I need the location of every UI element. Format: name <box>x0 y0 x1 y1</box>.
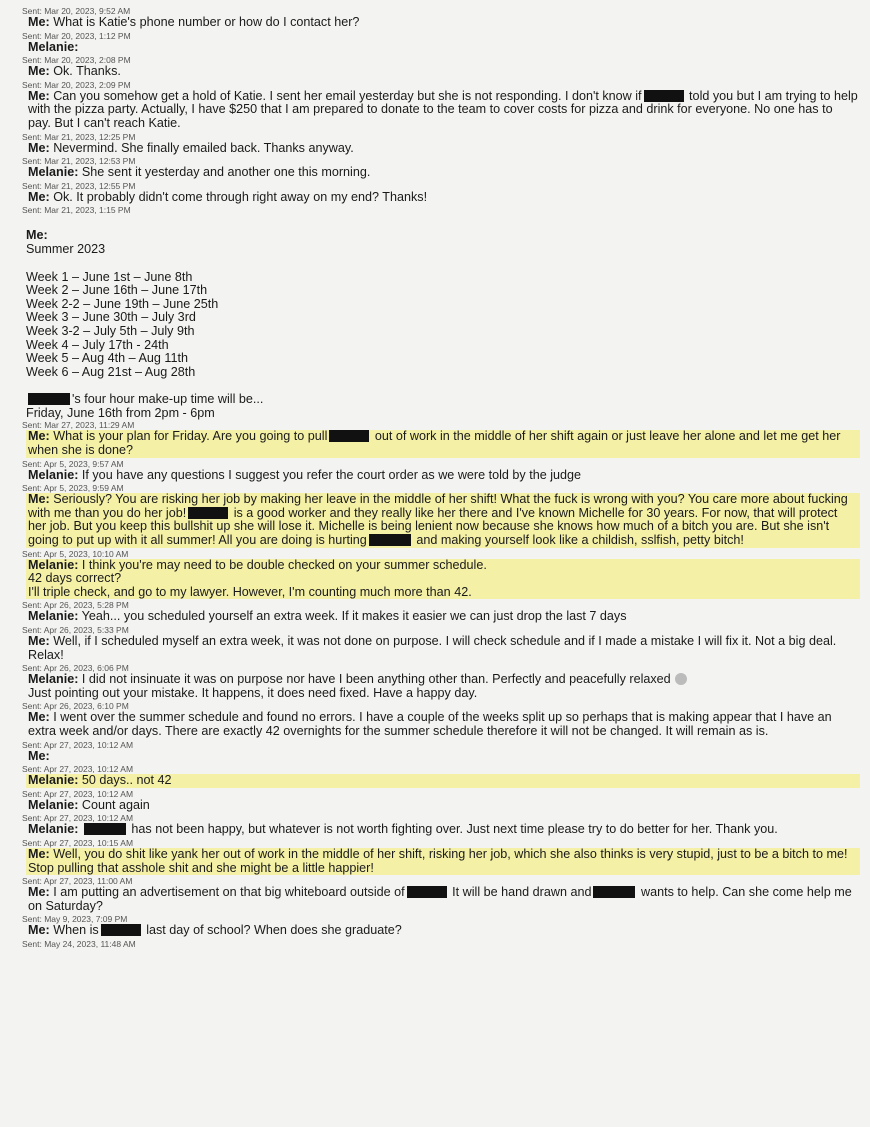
message <box>26 559 860 600</box>
redaction-bar <box>644 90 684 102</box>
message <box>26 142 860 156</box>
sent-timestamp: Sent: Apr 27, 2023, 11:00 AM <box>22 876 133 887</box>
sent-timestamp: Sent: Mar 20, 2023, 1:12 PM <box>22 30 131 41</box>
redaction-bar <box>101 924 141 936</box>
message-sender: Me: <box>28 923 50 938</box>
makeup-note <box>26 393 860 407</box>
message <box>26 711 860 738</box>
message <box>26 90 860 131</box>
sent-timestamp: Sent: Apr 26, 2023, 5:33 PM <box>22 625 129 635</box>
message-text: I went over the summer schedule and found no errors. I have a couple of the weeks split up so perhaps that is making appear that I have an extra week and/or days. There are exactly 42 overnights for the summer schedule therefore it will not be changed. It will remain as is. <box>28 710 832 738</box>
schedule-week: Week 5 – Aug 4th – Aug 11th <box>26 351 188 366</box>
schedule-week: Week 6 – Aug 21st – Aug 28th <box>26 364 196 379</box>
message <box>26 191 860 205</box>
message-sender: Melanie: <box>28 672 79 687</box>
message-text: Count again <box>81 797 150 812</box>
message <box>26 41 860 55</box>
redaction-bar <box>28 393 70 405</box>
redaction-bar <box>369 534 411 546</box>
message-sender: Me: <box>28 846 50 861</box>
message <box>26 848 860 875</box>
message-sender: Melanie: <box>28 609 79 624</box>
sent-timestamp: Sent: Apr 27, 2023, 10:12 AM <box>22 764 134 775</box>
sent-timestamp: Sent: Mar 21, 2023, 1:15 PM <box>22 205 131 216</box>
message-text: She sent it yesterday and another one this morning. <box>81 165 371 180</box>
message-text: I did not insinuate it was on purpose nor have I been anything other than. Perfectly and peacefully relaxed <box>81 672 671 687</box>
message-sender: Me: <box>28 748 50 763</box>
message-text: It will be hand drawn and <box>448 885 592 900</box>
message-text: Well, you do shit like yank her out of work in the middle of her shift, risking her job, which she also thinks is very stupid, just to be a bitch to me! Stop pulling that asshole shit and she might be a little happier! <box>28 846 848 875</box>
sent-timestamp: Sent: Apr 27, 2023, 10:12 AM <box>22 788 134 799</box>
message-log-part-1 <box>22 6 860 215</box>
redaction-bar <box>329 430 369 442</box>
sent-timestamp: Sent: Apr 5, 2023, 9:59 AM <box>22 483 124 494</box>
schedule-week: Week 4 – July 17th - 24th <box>26 337 169 352</box>
message-text: If you have any questions I suggest you refer the court order as we were told by the judge <box>81 467 582 482</box>
sent-timestamp: Sent: Mar 21, 2023, 12:55 PM <box>22 180 136 191</box>
message-sender: Melanie: <box>28 797 79 812</box>
redaction-bar <box>84 823 126 835</box>
message <box>26 673 860 700</box>
message-text: is a good worker and they really like her there and I've known Michelle for 30 years. For now, that will protect her job. But you keep this bullshit up she will lose it. Michelle is being lenient now because she knows how much of a bitch you are. But she isn't going to put up with it all summer! All you are doing is hurting <box>28 505 838 548</box>
schedule-week: Week 2 – June 16th – June 17th <box>26 283 208 298</box>
schedule-title: Summer 2023 <box>26 241 106 256</box>
schedule-week: Week 1 – June 1st – June 8th <box>26 269 193 284</box>
message-log-part-2 <box>22 420 860 948</box>
message-text: out of work in the middle of her shift again or just leave her alone and let me get her when she is done? <box>28 429 841 458</box>
message-line: 42 days correct? <box>28 571 122 586</box>
message-sender: Me: <box>28 885 50 900</box>
message-sender: Melanie: <box>28 822 79 837</box>
schedule-week: Week 3-2 – July 5th – July 9th <box>26 323 195 338</box>
sent-timestamp: Sent: May 9, 2023, 7:09 PM <box>22 914 128 925</box>
message-text: Yeah... you scheduled yourself an extra week. If it makes it easier we can just drop the last 7 days <box>81 609 627 624</box>
schedule-week: Week 3 – June 30th – July 3rd <box>26 310 196 325</box>
message-text: I am putting an advertisement on that big whiteboard outside of <box>53 885 405 900</box>
message <box>26 65 860 79</box>
schedule-weeks <box>26 271 860 380</box>
message-sender: Me: <box>28 492 50 507</box>
sent-timestamp: Sent: Mar 20, 2023, 2:09 PM <box>22 79 131 90</box>
sent-timestamp: Sent: Mar 21, 2023, 12:25 PM <box>22 131 136 142</box>
message <box>26 166 860 180</box>
message-text: Ok. It probably didn't come through right away on my end? Thanks! <box>53 189 428 204</box>
sent-timestamp: Sent: Apr 27, 2023, 10:12 AM <box>22 739 134 750</box>
message <box>26 493 860 547</box>
schedule-speaker: Me: <box>26 228 48 243</box>
message-sender: Melanie: <box>28 165 79 180</box>
sent-timestamp: Sent: Apr 26, 2023, 5:28 PM <box>22 600 129 611</box>
message-text: Well, if I scheduled myself an extra week, it was not done on purpose. I will check schedule and if I made a mistake I will fix it. Not a big deal. Relax! <box>28 634 837 662</box>
message-text: and making yourself look like a childish, sslfish, petty bitch! <box>412 533 744 548</box>
message-sender: Me: <box>28 634 50 648</box>
message-sender: Me: <box>28 88 50 103</box>
sent-timestamp: Sent: Mar 20, 2023, 2:08 PM <box>22 55 131 66</box>
message-sender: Melanie: <box>28 39 79 54</box>
message <box>26 610 860 624</box>
makeup-date: Friday, June 16th from 2pm - 6pm <box>26 405 215 420</box>
message <box>26 750 860 764</box>
sent-timestamp: Sent: Apr 5, 2023, 9:57 AM <box>22 458 124 469</box>
redaction-bar <box>407 886 447 898</box>
message-text: Seriously? You are risking her job by making her leave in the middle of her shift! What the fuck is wrong with you? You care more about fucking with me than you do her job! <box>28 492 848 520</box>
message-text: Nevermind. She finally emailed back. Thanks anyway. <box>53 140 354 155</box>
message-text: told you but I am trying to help with the pizza party. Actually, I have $250 that I am prepared to donate to the team to cover costs for pizza and drink for everyone. No one has to pay. But I can't reach Katie. <box>28 88 858 130</box>
message-line: I'll triple check, and go to my lawyer. However, I'm counting much more than 42. <box>28 584 472 599</box>
redaction-bar <box>188 507 228 519</box>
message-text: wants to help. Can she come help me on Saturday? <box>28 885 852 913</box>
message-sender: Me: <box>28 429 50 444</box>
sent-timestamp: Sent: Apr 5, 2023, 10:10 AM <box>22 548 129 559</box>
redaction-bar <box>593 886 635 898</box>
message <box>26 635 860 662</box>
sent-timestamp: Sent: May 24, 2023, 11:48 AM <box>22 938 136 949</box>
message-text: has not been happy, but whatever is not worth fighting over. Just next time please try to do better for her. Thank you. <box>127 822 778 837</box>
sent-timestamp: Sent: Mar 21, 2023, 12:53 PM <box>22 156 136 167</box>
sent-timestamp: Sent: Apr 27, 2023, 10:12 AM <box>22 813 134 824</box>
message <box>26 823 860 837</box>
message-text: Can you somehow get a hold of Katie. I sent her email yesterday but she is not responding. I don't know if <box>53 88 642 103</box>
message <box>26 886 860 913</box>
message-sender: Melanie: <box>28 773 79 788</box>
message-sender: Melanie: <box>28 557 79 572</box>
message <box>26 774 860 788</box>
message-line: Just pointing out your mistake. It happens, it does need fixed. Have a happy day. <box>28 685 478 700</box>
message-text: Ok. Thanks. <box>53 64 121 79</box>
message-text: What is Katie's phone number or how do I contact her? <box>53 15 360 29</box>
sent-timestamp: Sent: Mar 27, 2023, 11:29 AM <box>22 420 135 431</box>
message <box>26 430 860 457</box>
sent-timestamp: Sent: Mar 20, 2023, 9:52 AM <box>22 6 131 16</box>
schedule-message <box>26 229 860 420</box>
message-text: 50 days.. not 42 <box>81 773 172 788</box>
message <box>26 799 860 813</box>
message-sender: Me: <box>28 64 50 79</box>
sent-timestamp: Sent: Apr 27, 2023, 10:15 AM <box>22 837 134 848</box>
makeup-suffix: 's four hour make-up time will be... <box>72 392 264 407</box>
sent-timestamp: Sent: Apr 26, 2023, 6:10 PM <box>22 701 129 712</box>
smile-emoji-icon <box>675 673 687 685</box>
message-sender: Me: <box>28 15 50 29</box>
message-text: last day of school? When does she graduate? <box>142 923 402 938</box>
schedule-week: Week 2-2 – June 19th – June 25th <box>26 296 219 311</box>
message-text: What is your plan for Friday. Are you going to pull <box>53 429 328 444</box>
message-sender: Me: <box>28 710 50 725</box>
sent-timestamp: Sent: Apr 26, 2023, 6:06 PM <box>22 663 129 674</box>
message-text: I think you're may need to be double checked on your summer schedule. <box>81 557 487 572</box>
message-sender: Me: <box>28 189 50 204</box>
message-sender: Me: <box>28 140 50 155</box>
message <box>26 16 860 30</box>
message-text: When is <box>53 923 99 938</box>
message <box>26 469 860 483</box>
message-sender: Melanie: <box>28 467 79 482</box>
message <box>26 924 860 938</box>
